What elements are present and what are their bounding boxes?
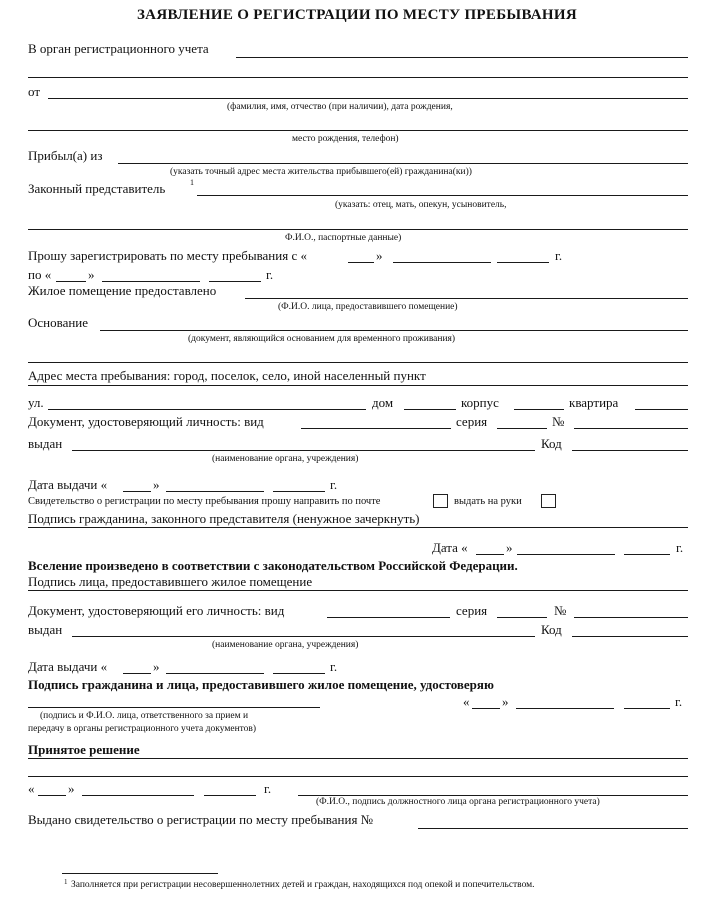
register-to-year[interactable] (209, 281, 261, 282)
mail-checkbox[interactable] (433, 494, 448, 508)
register-to-month[interactable] (102, 281, 200, 282)
number-label: № (554, 603, 567, 618)
number-line-2[interactable] (574, 617, 688, 618)
id-doc-his-type-line[interactable] (327, 617, 450, 618)
date-month[interactable] (517, 554, 615, 555)
register-from-month[interactable] (393, 262, 491, 263)
code-line[interactable] (572, 450, 688, 451)
quote-close: » (153, 659, 160, 674)
register-to-day[interactable] (56, 281, 86, 282)
arrived-label: Прибыл(а) из (28, 148, 103, 163)
year-g: г. (264, 781, 272, 796)
register-from-year[interactable] (497, 262, 549, 263)
responsible-signature-line[interactable] (28, 707, 320, 708)
code-label: Код (541, 622, 562, 637)
issue-date-label: Дата выдачи « (28, 477, 108, 492)
decision-line[interactable] (28, 758, 688, 759)
issuer-hint: (наименование органа, учреждения) (212, 454, 359, 464)
building-label: корпус (461, 395, 499, 410)
decision-label: Принятое решение (28, 742, 140, 757)
certify-date-day[interactable] (472, 708, 500, 709)
form-title: ЗАЯВЛЕНИЕ О РЕГИСТРАЦИИ ПО МЕСТУ ПРЕБЫВАНИЯ (136, 7, 578, 23)
code-line-2[interactable] (572, 636, 688, 637)
birthplace-hint: место рождения, телефон) (292, 134, 399, 144)
street-line[interactable] (48, 409, 366, 410)
id-doc-label: Документ, удостоверяющий личность: вид (28, 414, 264, 429)
organ-line[interactable] (236, 57, 688, 58)
handover-label: выдать на руки (454, 496, 522, 507)
legal-rep-label: Законный представитель (28, 181, 166, 196)
organ-line-2[interactable] (28, 77, 688, 78)
housing-hint: (Ф.И.О. лица, предоставившего помещение) (278, 302, 458, 312)
certify-statement: Подпись гражданина и лица, предоставившего жилое помещение, удостоверяю (28, 677, 494, 692)
issue-date-day[interactable] (123, 491, 151, 492)
quote-open: « (463, 694, 470, 709)
building-line[interactable] (514, 409, 564, 410)
official-hint: (Ф.И.О., подпись должностного лица органа регистрационного учета) (316, 797, 600, 807)
official-signature-line[interactable] (298, 795, 688, 796)
stay-address-line[interactable] (28, 385, 688, 386)
arrived-line[interactable] (118, 163, 688, 164)
year-g: г. (330, 477, 338, 492)
organ-label: В орган регистрационного учета (28, 41, 209, 56)
quote-close: » (376, 248, 383, 263)
certificate-number-line[interactable] (418, 828, 688, 829)
code-label: Код (541, 436, 562, 451)
housing-line[interactable] (245, 298, 688, 299)
issuer-hint-2: (наименование органа, учреждения) (212, 640, 359, 650)
decision-date-month[interactable] (82, 795, 194, 796)
from-line-2[interactable] (28, 130, 688, 131)
number-line[interactable] (574, 428, 688, 429)
series-label: серия (456, 414, 488, 429)
issued-by-line-2[interactable] (72, 636, 535, 637)
move-in-statement: Вселение произведено в соответствии с законодательством Российской Федерации. (28, 558, 518, 573)
quote-close: » (153, 477, 160, 492)
basis-hint: (документ, являющийся основанием для временного проживания) (188, 334, 456, 344)
decision-date-year[interactable] (204, 795, 256, 796)
year-g: г. (555, 248, 563, 263)
from-hint: (фамилия, имя, отчество (при наличии), дата рождения, (227, 102, 453, 112)
basis-label: Основание (28, 315, 89, 330)
issue-date-month-2[interactable] (166, 673, 264, 674)
street-label: ул. (28, 395, 44, 410)
series-label: серия (456, 603, 488, 618)
register-request-label: Прошу зарегистрировать по месту пребывания с « (28, 248, 307, 263)
quote-close: » (68, 781, 75, 796)
apartment-label: квартира (569, 395, 619, 410)
certify-date-month[interactable] (516, 708, 614, 709)
certificate-issued-label: Выдано свидетельство о регистрации по месту пребывания № (28, 812, 374, 827)
year-g: г. (266, 267, 274, 282)
issue-date-year-2[interactable] (273, 673, 325, 674)
decision-date-day[interactable] (38, 795, 66, 796)
citizen-signature-line[interactable] (28, 527, 688, 528)
certify-date-year[interactable] (624, 708, 670, 709)
house-line[interactable] (404, 409, 456, 410)
provider-signature-label: Подпись лица, предоставившего жилое помещение (28, 574, 313, 589)
issue-date-month[interactable] (166, 491, 264, 492)
date-label: Дата « (432, 540, 468, 555)
issue-date-day-2[interactable] (123, 673, 151, 674)
series-line-2[interactable] (497, 617, 547, 618)
responsible-hint-2: передачу в органы регистрационного учета документов) (28, 724, 257, 734)
responsible-hint-1: (подпись и Ф.И.О. лица, ответственного за прием и (40, 711, 249, 721)
footnote-separator (62, 873, 218, 874)
year-g: г. (330, 659, 338, 674)
year-g: г. (675, 694, 683, 709)
from-label: от (28, 84, 41, 99)
to-label: по « (28, 267, 52, 282)
issue-date-label-2: Дата выдачи « (28, 659, 108, 674)
legal-rep-line[interactable] (197, 195, 688, 196)
decision-line-2[interactable] (28, 776, 688, 777)
quote-close: » (502, 694, 509, 709)
fio-passport-hint: Ф.И.О., паспортные данные) (285, 233, 402, 243)
series-line[interactable] (497, 428, 547, 429)
quote-close: » (88, 267, 95, 282)
id-doc-his-label: Документ, удостоверяющий его личность: вид (28, 603, 285, 618)
arrived-hint: (указать точный адрес места жительства прибывшего(ей) гражданина(ки)) (170, 167, 472, 177)
issued-by-line[interactable] (72, 450, 535, 451)
basis-line-2[interactable] (28, 362, 688, 363)
number-label: № (552, 414, 565, 429)
citizen-signature-label: Подпись гражданина, законного представителя (ненужное зачеркнуть) (28, 511, 420, 526)
issued-by-label: выдан (28, 436, 63, 451)
housing-label: Жилое помещение предоставлено (28, 283, 217, 298)
footnote-mark: 1 (190, 178, 194, 187)
register-from-day[interactable] (348, 262, 374, 263)
from-line[interactable] (48, 98, 688, 99)
basis-line[interactable] (100, 330, 688, 331)
house-label: дом (372, 395, 394, 410)
apartment-line[interactable] (635, 409, 688, 410)
legal-rep-line-2[interactable] (28, 229, 688, 230)
footnote-text: Заполняется при регистрации несовершеннолетних детей и граждан, находящихся под опекой и попечительством. (71, 880, 535, 890)
date-day[interactable] (476, 554, 504, 555)
stay-address-label: Адрес места пребывания: город, поселок, село, иной населенный пункт (28, 368, 426, 383)
certificate-delivery-label: Свидетельство о регистрации по месту пребывания прошу направить по почте (28, 496, 381, 507)
handover-checkbox[interactable] (541, 494, 556, 508)
footnote-mark-bottom: 1 (64, 878, 68, 886)
year-g: г. (676, 540, 684, 555)
date-year[interactable] (624, 554, 670, 555)
provider-signature-line[interactable] (28, 590, 688, 591)
legal-rep-hint: (указать: отец, мать, опекун, усыновитель, (335, 200, 507, 210)
issued-by-label: выдан (28, 622, 63, 637)
id-doc-type-line[interactable] (301, 428, 451, 429)
quote-close: » (506, 540, 513, 555)
issue-date-year[interactable] (273, 491, 325, 492)
quote-open: « (28, 781, 35, 796)
